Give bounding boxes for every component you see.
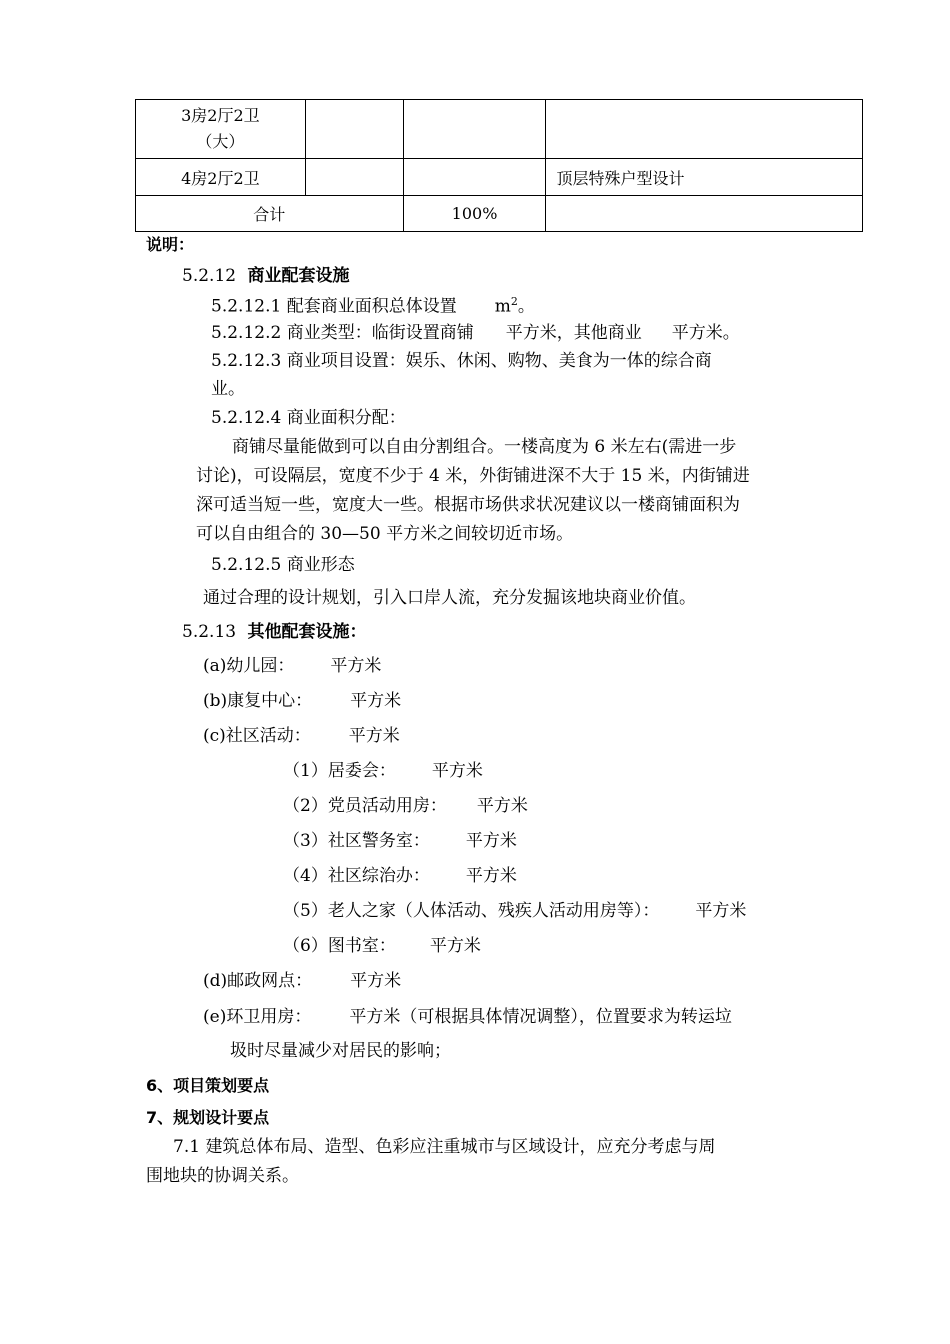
sub-item-label: （2）党员活动用房： — [283, 796, 447, 816]
heading-6: 6、项目策划要点 — [146, 1076, 270, 1095]
sub-item-label: （1）居委会： — [283, 761, 396, 781]
section-5212-heading — [182, 268, 349, 285]
sub-item-label: （3）社区警务室： — [283, 831, 430, 851]
commercial-project-line1: 5.2.12.3 商业项目设置：娱乐、休闲、购物、美食为一体的综合商 — [211, 351, 712, 371]
unit-type-cell — [136, 100, 306, 159]
community-sub-item — [283, 763, 483, 780]
table-row-total — [136, 196, 863, 232]
commercial-area-allocation-heading: 5.2.12.4 商业面积分配： — [211, 408, 406, 428]
commercial-form-paragraph: 通过合理的设计规划，引入口岸人流，充分发掘该地块商业价值。 — [203, 588, 696, 608]
commercial-type-label: 5.2.12.2 商业类型：临街设置商铺 — [211, 323, 474, 343]
commercial-form-heading: 5.2.12.5 商业形态 — [211, 555, 355, 575]
facility-label: (d)邮政网点： — [203, 971, 313, 991]
para-7-1-line2: 围地块的协调关系。 — [146, 1166, 299, 1186]
para-7-1-line1: 7.1 建筑总体布局、造型、色彩应注重城市与区域设计，应充分考虑与周 — [173, 1137, 716, 1157]
facility-note: 平方米（可根据具体情况调整），位置要求为转运垃 — [349, 1007, 732, 1027]
line-end: 。 — [517, 296, 535, 317]
community-sub-item — [283, 798, 528, 815]
section-number: 5.2.12 — [182, 266, 237, 286]
community-sub-item — [283, 938, 481, 955]
facility-label: (b)康复中心： — [203, 691, 313, 711]
facility-unit: 平方米 — [465, 866, 517, 886]
facility-post-office — [203, 973, 401, 990]
allocation-paragraph-line1: 商铺尽量能做到可以自由分割组合。一楼高度为 6 米左右(需进一步 — [232, 437, 737, 457]
ratio-cell — [305, 100, 403, 159]
community-sub-item — [283, 833, 517, 850]
commercial-type-end: 平方米。 — [671, 323, 740, 343]
explain-label: 说明： — [146, 235, 195, 254]
facility-label: (c)社区活动： — [203, 726, 311, 746]
sub-item-label: （5）老人之家（人体活动、残疾人活动用房等）： — [283, 901, 660, 921]
community-sub-item — [283, 868, 517, 885]
facility-unit: 平方米 — [350, 971, 402, 991]
unit-type-cell: 4房2厅2卫 — [136, 159, 306, 196]
commercial-total-area-line — [211, 296, 535, 316]
commercial-type-mid: 平方米，其他商业 — [505, 323, 642, 343]
section-title: 商业配套设施 — [247, 266, 350, 286]
heading-7: 7、规划设计要点 — [146, 1108, 270, 1127]
unit-mix-table — [135, 99, 863, 232]
ratio-cell — [305, 159, 403, 196]
sub-item-label: （4）社区综治办： — [283, 866, 430, 886]
section-number: 5.2.13 — [182, 622, 237, 642]
commercial-total-area-label: 5.2.12.1 配套商业面积总体设置 — [211, 296, 457, 317]
facility-community — [203, 728, 400, 745]
area-unit-sup: 2 — [510, 295, 518, 308]
facility-unit: 平方米 — [695, 901, 747, 921]
facility-rehab-center — [203, 693, 401, 710]
unit-type-line2: （大） — [196, 132, 245, 151]
facility-unit: 平方米 — [348, 726, 400, 746]
total-label: 合计 — [136, 196, 404, 232]
total-note — [546, 196, 863, 232]
table-row — [136, 159, 863, 196]
allocation-paragraph-line2: 讨论)，可设隔层，宽度不少于 4 米，外街铺进深不大于 15 米，内街铺进 — [196, 466, 750, 486]
community-sub-item — [283, 903, 746, 920]
facility-unit: 平方米 — [431, 761, 483, 781]
area-cell — [403, 159, 546, 196]
area-unit: m — [494, 296, 511, 317]
allocation-paragraph-line4: 可以自由组合的 30—50 平方米之间较切近市场。 — [196, 524, 574, 544]
facility-kindergarten — [203, 658, 381, 675]
facility-unit: 平方米 — [350, 691, 402, 711]
unit-type-line1: 3房2厅2卫 — [181, 106, 260, 125]
note-cell — [546, 100, 863, 159]
facility-unit: 平方米 — [330, 656, 382, 676]
facility-unit: 平方米 — [476, 796, 528, 816]
section-title: 其他配套设施： — [247, 622, 367, 642]
facility-label: (a)幼儿园： — [203, 656, 295, 676]
note-cell: 顶层特殊户型设计 — [546, 159, 863, 196]
facility-sanitation-line2: 圾时尽量减少对居民的影响； — [230, 1041, 451, 1061]
sub-item-label: （6）图书室： — [283, 936, 396, 956]
commercial-project-line2: 业。 — [211, 379, 245, 399]
section-5213-heading — [182, 624, 366, 641]
table-row — [136, 100, 863, 159]
facility-sanitation — [203, 1009, 732, 1026]
allocation-paragraph-line3: 深可适当短一些，宽度大一些。根据市场供求状况建议以一楼商铺面积为 — [196, 495, 740, 515]
facility-unit: 平方米 — [429, 936, 481, 956]
total-value: 100% — [403, 196, 546, 232]
commercial-type-line — [211, 325, 740, 342]
area-cell — [403, 100, 546, 159]
facility-unit: 平方米 — [465, 831, 517, 851]
facility-label: (e)环卫用房： — [203, 1007, 312, 1027]
